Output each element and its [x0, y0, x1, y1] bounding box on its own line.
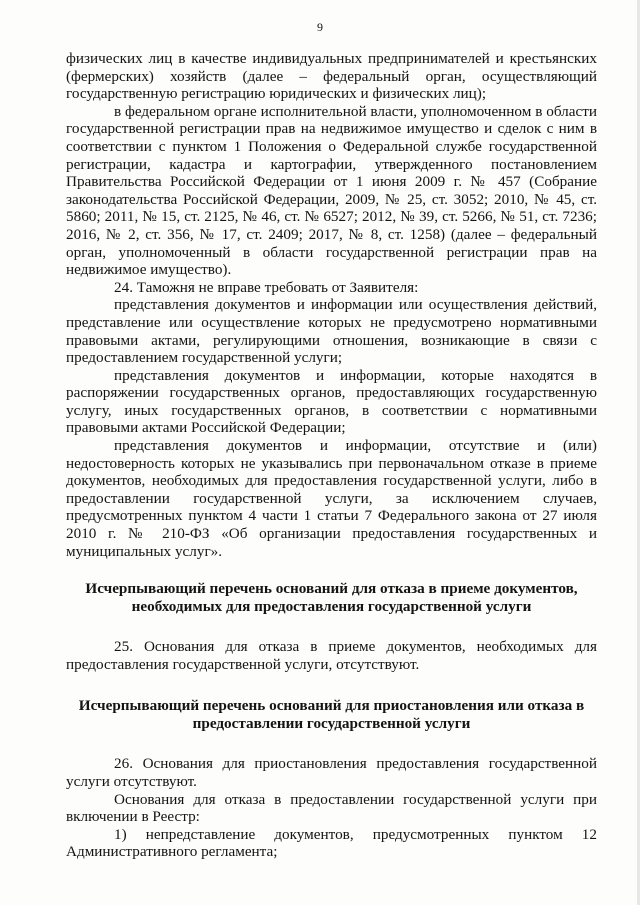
document-body	[66, 50, 597, 861]
paragraph-refusal-grounds: Основания для отказа в предоставлении государственной услуги при включении в Реестр:	[66, 790, 597, 826]
page-number: 9	[317, 20, 323, 34]
paragraph-25: 25. Основания для отказа в приеме документов, необходимых для предоставления государственной услуги, отсутствуют.	[66, 638, 597, 673]
paragraph-refusal-item-1: 1) непредставление документов, предусмотренных пунктом 12 Административного регламента;	[66, 825, 597, 861]
paragraph-continuation: физических лиц в качестве индивидуальных предпринимателей и крестьянских (фермерских) хозяйств (далее – федеральный орган, осуществляющий государственную регистрацию юридических и физических лиц);	[66, 50, 597, 103]
section-heading-suspension-refusal: Исчерпывающий перечень оснований для приостановления или отказа в предоставлении государственной услуги	[78, 697, 585, 733]
section-heading-refusal-acceptance: Исчерпывающий перечень оснований для отказа в приеме документов, необходимых для предоставления государственной услуги	[85, 580, 578, 616]
paragraph-24: 24. Таможня не вправе требовать от Заявителя:	[114, 278, 419, 296]
paragraph-26: 26. Основания для приостановления предоставления государственной услуги отсутствуют.	[66, 755, 597, 790]
paragraph-24-item-1: представления документов и информации или осуществления действий, представление или осуществление которых не предусмотрено нормативными правовыми актами, регулирующими отношения, возникающие в связи с предоставлением государственной услуги;	[66, 296, 597, 367]
paragraph-rosreestr: в федеральном органе исполнительной власти, уполномоченном в области государственной регистрации прав на недвижимое имущество и сделок с ним в соответствии с пунктом 1 Положения о Федеральной службе государственной регистрации, кадастра и картографии, утвержденного постановлением Правительства Российской Федерации от 1 июня 2009 г. № 457 (Собрание законодательства Российской Федерации, 2009, № 25, ст. 3052; 2010, № 45, ст. 5860; 2011, № 15, ст. 2125, № 46, ст. № 6527; 2012, № 39, ст. 5266, № 51, ст. 7236; 2016, № 2, ст. 356, № 17, ст. 2409; 2017, № 8, ст. 1258) (далее – федеральный орган, уполномоченный в области государственной регистрации прав на недвижимое имущество).	[66, 102, 597, 279]
paragraph-24-item-2: представления документов и информации, которые находятся в распоряжении государственных органов, предоставляющих государственную услугу, иных государственных органов, в соответствии с нормативными правовыми актами Российской Федерации;	[66, 366, 597, 437]
paragraph-24-item-3: представления документов и информации, отсутствие и (или) недостоверность которых не указывались при первоначальном отказе в приеме документов, необходимых для предоставления государственной услуги, либо в предоставлении государственной услуги, за исключением случаев, предусмотренных пунктом 4 части 1 статьи 7 Федерального закона от 27 июля 2010 г. № 210-ФЗ «Об организации предоставления государственных и муниципальных услуг».	[66, 437, 597, 560]
